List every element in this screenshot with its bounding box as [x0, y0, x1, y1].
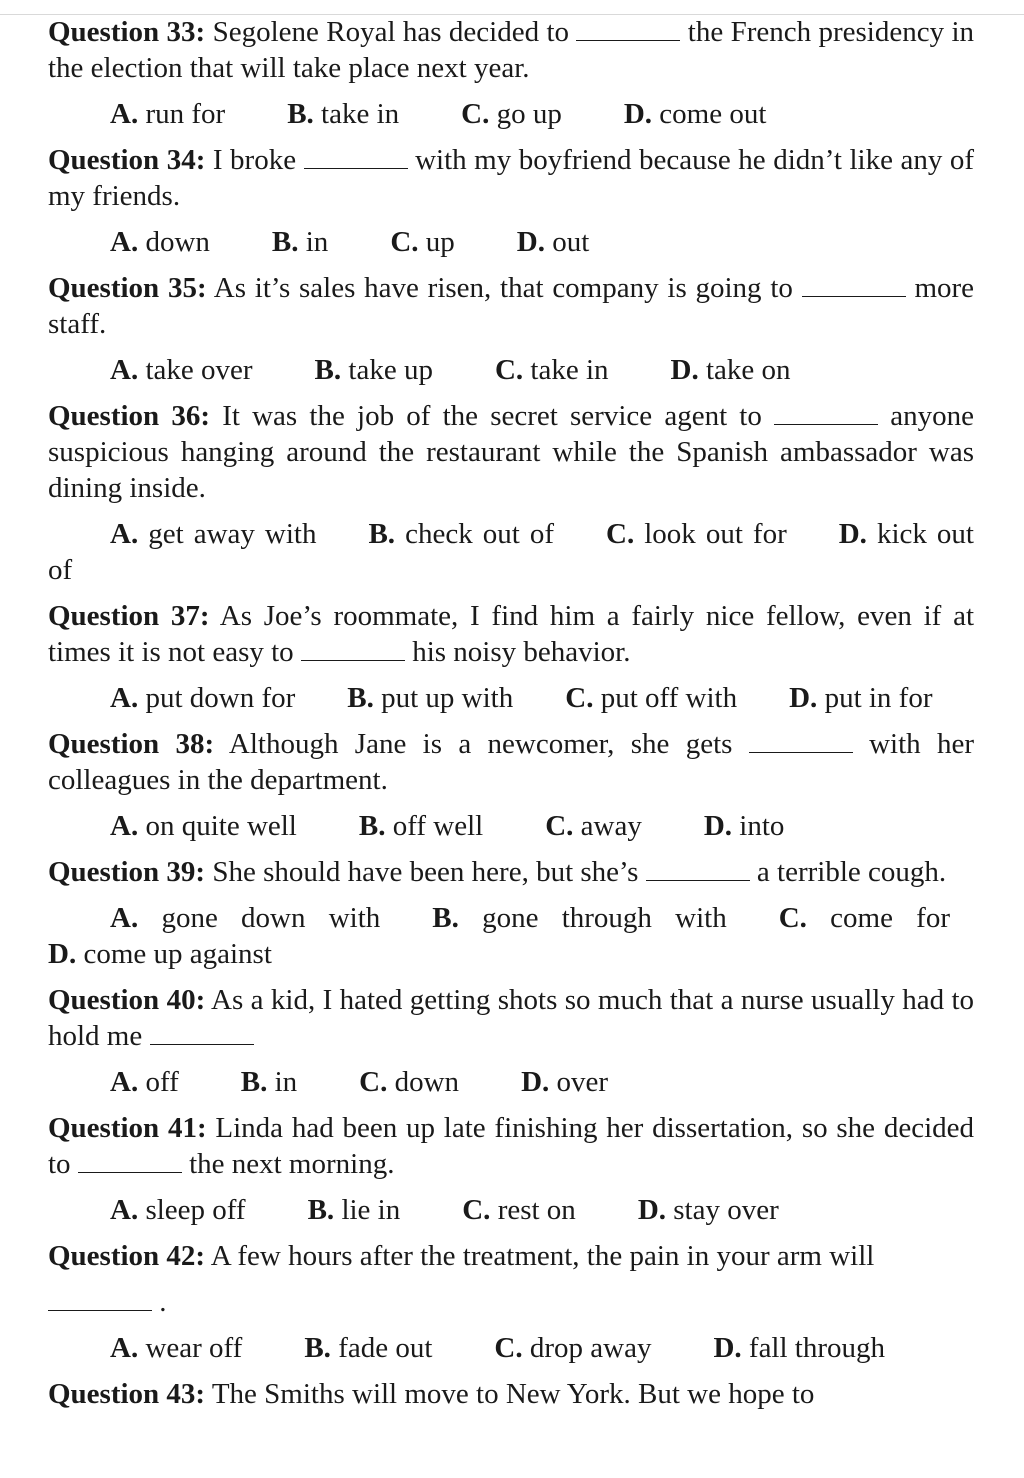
question-34 [48, 142, 974, 260]
option-a[interactable]: A. off [110, 1066, 179, 1098]
answer-blank [150, 1020, 254, 1045]
options [48, 808, 974, 844]
question-stem: A few hours after the treatment, the pain in your arm will [210, 1240, 875, 1272]
options [48, 1330, 974, 1366]
option-a[interactable]: A. take over [110, 354, 253, 386]
option-d[interactable]: D. put in for [789, 682, 933, 714]
option-a[interactable]: A. down [110, 226, 210, 258]
question-40 [48, 982, 974, 1100]
question-number: Question 42: [48, 1240, 206, 1272]
question-stem-end: with her colleagues in the department. [48, 728, 974, 796]
option-c[interactable]: C. drop away [494, 1332, 652, 1364]
question-36 [48, 398, 974, 588]
question-text [48, 398, 974, 506]
question-stem-end: with my boyfriend because he didn’t like any of my friends. [48, 144, 974, 212]
option-b[interactable]: B. in [240, 1066, 298, 1098]
question-stem: As a kid, I hated getting shots so much that a nurse usually had to hold me [48, 984, 975, 1052]
option-b[interactable]: B. gone through with [432, 902, 727, 934]
question-41 [48, 1110, 974, 1228]
question-number: Question 39: [48, 856, 206, 888]
question-number: Question 36: [48, 400, 211, 432]
option-b[interactable]: B. fade out [304, 1332, 433, 1364]
question-stem: Although Jane is a newcomer, she gets [228, 728, 733, 760]
question-37 [48, 598, 974, 716]
question-stem: She should have been here, but she’s [212, 856, 639, 888]
options [48, 96, 974, 132]
option-c[interactable]: C. put off with [565, 682, 738, 714]
options [48, 680, 974, 716]
option-a[interactable]: A. gone down with [110, 902, 381, 934]
question-number: Question 33: [48, 16, 206, 48]
question-42 [48, 1238, 974, 1366]
option-d[interactable]: D. fall through [713, 1332, 886, 1364]
question-number: Question 37: [48, 600, 210, 632]
option-d[interactable]: D. stay over [637, 1194, 779, 1226]
option-d[interactable]: D. into [703, 810, 785, 842]
answer-blank [646, 856, 750, 881]
option-c[interactable]: C. go up [461, 98, 562, 130]
options [48, 516, 974, 588]
option-c[interactable]: C. look out for [606, 518, 787, 550]
option-a[interactable]: A. on quite well [110, 810, 297, 842]
answer-blank [301, 636, 405, 661]
question-text [48, 726, 974, 798]
question-number: Question 40: [48, 984, 206, 1016]
question-number: Question 34: [48, 144, 206, 176]
question-stem-end: the French presidency in the election that will take place next year. [48, 16, 975, 84]
answer-blank [749, 728, 853, 753]
question-text [48, 982, 974, 1054]
question-stem-end: the next morning. [189, 1148, 395, 1180]
question-43 [48, 1376, 974, 1412]
answer-blank [576, 16, 680, 41]
question-stem: It was the job of the secret service agent to [222, 400, 762, 432]
option-a[interactable]: A. get away with [110, 518, 317, 550]
option-a[interactable]: A. sleep off [110, 1194, 246, 1226]
option-c[interactable]: C. take in [494, 354, 609, 386]
option-c[interactable]: C. come for [778, 902, 951, 934]
option-c[interactable]: C. rest on [462, 1194, 576, 1226]
option-b[interactable]: B. check out of [368, 518, 554, 550]
question-stem-end: . [159, 1286, 167, 1318]
question-35 [48, 270, 974, 388]
question-stem-end: anyone suspicious hanging around the restaurant while the Spanish ambassador was dining inside. [48, 400, 974, 504]
question-stem: Segolene Royal has decided to [212, 16, 570, 48]
question-text-line-2 [48, 1284, 974, 1320]
option-b[interactable]: B. in [271, 226, 329, 258]
question-text [48, 1110, 974, 1182]
option-b[interactable]: B. take in [287, 98, 400, 130]
option-d[interactable]: D. over [521, 1066, 609, 1098]
answer-blank [802, 272, 906, 297]
question-stem-end: his noisy behavior. [412, 636, 631, 668]
question-text [48, 142, 974, 214]
question-stem: Linda had been up late finishing her dissertation, so she decided to [48, 1112, 975, 1180]
question-38 [48, 726, 974, 844]
option-a[interactable]: A. put down for [110, 682, 296, 714]
option-d[interactable]: D. out [516, 226, 590, 258]
question-text [48, 14, 974, 86]
option-d[interactable]: D. come out [623, 98, 767, 130]
answer-blank [78, 1148, 182, 1173]
option-b[interactable]: B. take up [314, 354, 433, 386]
question-text [48, 598, 974, 670]
options [48, 224, 974, 260]
question-text [48, 854, 974, 890]
option-b[interactable]: B. off well [358, 810, 484, 842]
question-number: Question 41: [48, 1112, 207, 1144]
options [48, 1192, 974, 1228]
option-c[interactable]: C. down [359, 1066, 460, 1098]
question-33 [48, 14, 974, 132]
question-39 [48, 854, 974, 972]
option-b[interactable]: B. lie in [307, 1194, 401, 1226]
question-number: Question 43: [48, 1378, 206, 1410]
answer-blank [304, 144, 408, 169]
option-d[interactable]: D. kick out of [48, 518, 974, 586]
option-a[interactable]: A. run for [110, 98, 226, 130]
options [48, 1064, 974, 1100]
answer-blank [774, 400, 878, 425]
question-stem-end: more staff. [48, 272, 975, 340]
question-number: Question 38: [48, 728, 215, 760]
option-d[interactable]: D. come up against [48, 938, 272, 970]
options [48, 900, 974, 972]
question-stem: The Smiths will move to New York. But we hope to [211, 1378, 815, 1410]
question-text [48, 1376, 974, 1412]
question-text [48, 270, 974, 342]
question-text [48, 1238, 974, 1274]
option-c[interactable]: C. up [390, 226, 455, 258]
question-stem-end: a terrible cough. [756, 856, 947, 888]
option-b[interactable]: B. put up with [347, 682, 514, 714]
options [48, 352, 974, 388]
question-number: Question 35: [48, 272, 207, 304]
question-stem: As it’s sales have risen, that company is going to [213, 272, 793, 304]
option-a[interactable]: A. wear off [110, 1332, 243, 1364]
option-d[interactable]: D. take on [670, 354, 791, 386]
answer-blank [48, 1286, 152, 1311]
worksheet [48, 14, 974, 1412]
option-c[interactable]: C. away [545, 810, 642, 842]
question-stem: I broke [212, 144, 297, 176]
question-stem: As Joe’s roommate, I find him a fairly nice fellow, even if at times it is not easy to [48, 600, 975, 668]
